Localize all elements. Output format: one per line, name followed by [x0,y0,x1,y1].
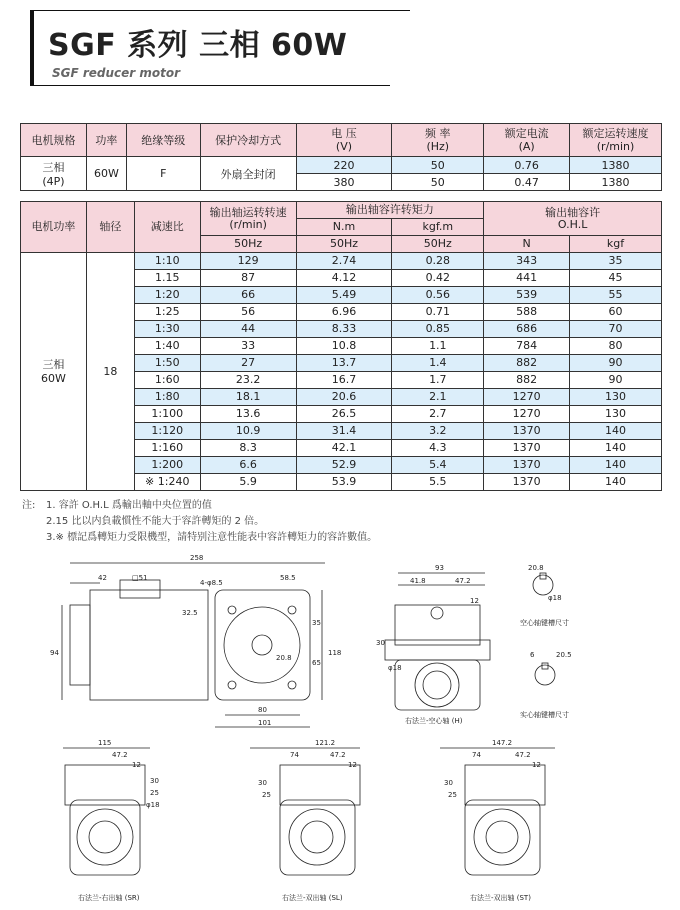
ratio-header-nm: N.m [296,219,392,236]
kgf-cell: 90 [570,355,662,372]
kgfm-cell: 2.7 [392,406,484,423]
speed-cell: 8.3 [200,440,296,457]
dim-label: 12 [348,761,357,769]
dim-label: 12 [132,761,141,769]
nm-cell: 26.5 [296,406,392,423]
spec-speed-cell: 1380 [570,174,662,191]
kgfm-cell: 0.42 [392,270,484,287]
kgfm-cell: 0.85 [392,321,484,338]
speed-label: 额定运转速度 [582,127,649,140]
spec-current-cell: 0.76 [484,157,570,174]
dim-label: 35 [312,619,321,627]
spec-voltage-cell: 380 [296,174,392,191]
note-3 [22,530,377,546]
n-cell: 1270 [484,406,570,423]
nm-cell: 2.74 [296,253,392,270]
spec-model-line2: (4P) [42,175,65,188]
speed-cell: 6.6 [200,457,296,474]
kgf-cell: 45 [570,270,662,287]
ratio-cell: 1:60 [134,372,200,389]
dim-label: 94 [50,649,59,657]
caption-right-hollow: 右法兰-空心轴 (H) [405,717,463,725]
speed-cell: 10.9 [200,423,296,440]
nm-cell: 42.1 [296,440,392,457]
table-row [21,157,662,174]
dim-label: 47.2 [112,751,128,759]
ratio-header-hz3: 50Hz [392,236,484,253]
side-hole [431,607,443,619]
ratio-header-torque: 输出轴容许转矩力 [296,202,484,219]
gear-circle [224,607,300,683]
n-cell: 882 [484,372,570,389]
nm-cell: 4.12 [296,270,392,287]
n-cell: 1370 [484,457,570,474]
nm-cell: 52.9 [296,457,392,474]
shaft-hole [252,635,272,655]
sl-body [280,800,355,875]
fan-cover [70,605,90,685]
ratio-motor-line1: 三相 [42,357,65,371]
sl-fan [289,809,345,865]
ratio-table [20,201,662,491]
ratio-cell: 1:120 [134,423,200,440]
dim-label: φ18 [548,594,562,602]
kgf-cell: 80 [570,338,662,355]
speed-unit: (r/min) [596,140,635,153]
spec-frequency-cell: 50 [392,174,484,191]
n-cell: 441 [484,270,570,287]
dim-label: 258 [190,554,204,562]
bolt-hole [228,681,236,689]
current-unit: (A) [518,140,535,153]
dim-label: 12 [470,597,479,605]
n-cell: 1370 [484,474,570,491]
ratio-ohl-label: 输出轴容许 [545,205,601,219]
note-2 [22,514,377,530]
side-bottom [395,660,480,710]
spec-header-row [21,124,662,157]
dim-label: 32.5 [182,609,198,617]
dim-label: 74 [290,751,299,759]
speed-cell: 87 [200,270,296,287]
dim-label: 30 [376,639,385,647]
nm-cell: 16.7 [296,372,392,389]
terminal-box [120,580,160,598]
frequency-unit: (Hz) [426,140,450,153]
n-cell: 784 [484,338,570,355]
ratio-cell: 1:10 [134,253,200,270]
speed-cell: 129 [200,253,296,270]
spec-table [20,123,662,191]
ratio-speed-unit: (r/min) [229,217,267,231]
bolt-hole [288,681,296,689]
n-cell: 686 [484,321,570,338]
dim-label: 6 [530,651,535,659]
n-cell: 882 [484,355,570,372]
bolt-hole [288,606,296,614]
dim-label: 25 [150,789,159,797]
solid-key-circle [535,665,555,685]
voltage-label: 电 压 [331,127,357,140]
kgf-cell: 55 [570,287,662,304]
dim-label: 41.8 [410,577,426,585]
speed-cell: 27 [200,355,296,372]
main-view [62,563,325,727]
st-fan [474,809,530,865]
ratio-speed-label: 输出轴运转转速 [209,205,287,219]
ratio-header-shaft: 轴径 [86,202,134,253]
nm-cell: 53.9 [296,474,392,491]
ratio-header-power: 电机功率 [21,202,87,253]
ratio-header-n: N [484,236,570,253]
st-body [465,800,540,875]
dim-label: 30 [150,777,159,785]
n-cell: 539 [484,287,570,304]
dim-label: 20.5 [556,651,572,659]
note-3-text: 3.※ 標記爲轉矩力受限機型，請特别注意性能表中容許轉矩力的容許數值。 [46,532,378,543]
kgfm-cell: 0.56 [392,287,484,304]
ratio-header-kgf: kgf [570,236,662,253]
spec-header-cooling: 保护冷却方式 [200,124,296,157]
spec-current-cell: 0.47 [484,174,570,191]
dim-label: 25 [448,791,457,799]
sr-top [65,765,145,805]
dim-label: 58.5 [280,574,296,582]
ratio-shaft-cell: 18 [86,253,134,491]
side-mid [385,640,490,660]
note-2-text: 2.15 比以内負載慣性不能大于容許轉矩的 2 倍。 [46,516,265,527]
sr-body [70,800,140,875]
n-cell: 343 [484,253,570,270]
hollow-key-slot [540,573,546,579]
spec-model-line1: 三相 [42,161,65,174]
spec-cooling-cell: 外扇全封闭 [200,157,296,191]
dim-label: 4-φ8.5 [200,579,223,587]
note-1 [22,498,377,514]
ratio-cell: 1:30 [134,321,200,338]
frequency-label: 频 率 [425,127,451,140]
side-top [395,605,480,645]
nm-cell: 6.96 [296,304,392,321]
ratio-ohl-sub: O.H.L [557,217,588,231]
spec-header-voltage [296,124,392,157]
ratio-cell: ※ 1:240 [134,474,200,491]
ratio-cell: 1:80 [134,389,200,406]
fan-grille [415,663,459,707]
kgfm-cell: 1.1 [392,338,484,355]
dim-label: 12 [532,761,541,769]
ratio-header-hz2: 50Hz [296,236,392,253]
notes-label: 注: [22,500,36,511]
kgf-cell: 130 [570,389,662,406]
n-cell: 588 [484,304,570,321]
dim-label: 30 [444,779,453,787]
dim-label: 80 [258,706,267,714]
current-label: 额定电流 [504,127,549,140]
dim-label: 147.2 [492,739,513,747]
kgf-cell: 90 [570,372,662,389]
spec-header-speed [570,124,662,157]
page-title: SGF 系列 三相 60W [48,28,348,63]
sl-top [280,765,360,805]
kgfm-cell: 0.71 [392,304,484,321]
ratio-header-hz1: 50Hz [200,236,296,253]
dim-label: 30 [258,779,267,787]
kgf-cell: 140 [570,474,662,491]
motor-body [90,590,208,700]
nm-cell: 10.8 [296,338,392,355]
solid-key-slot [542,663,548,669]
kgfm-cell: 1.7 [392,372,484,389]
speed-cell: 44 [200,321,296,338]
side-view-h [385,573,490,710]
ratio-cell: 1:50 [134,355,200,372]
spec-model-cell [21,157,87,191]
bolt-hole [228,606,236,614]
ratio-header-ratio: 减速比 [134,202,200,253]
dim-label: 47.2 [330,751,346,759]
kgfm-cell: 3.2 [392,423,484,440]
kgf-cell: 130 [570,406,662,423]
spec-voltage-cell: 220 [296,157,392,174]
caption-right-double: 右法兰-双出轴 (ST) [470,894,531,902]
ratio-motor-line2: 60W [41,371,66,385]
spec-header-insulation: 绝缘等级 [126,124,200,157]
kgf-cell: 140 [570,457,662,474]
nm-cell: 31.4 [296,423,392,440]
note-1-text: 1. 容許 O.H.L 爲輸出軸中央位置的值 [46,500,212,511]
sr-fan [77,809,133,865]
dim-label: φ18 [146,801,160,809]
ratio-table-body [21,253,662,491]
kgfm-cell: 2.1 [392,389,484,406]
dim-label: 20.8 [528,564,544,572]
sl-fan-inner [301,821,333,853]
st-top [465,765,545,805]
dim-label: φ18 [388,664,402,672]
speed-cell: 23.2 [200,372,296,389]
kgfm-cell: 5.4 [392,457,484,474]
dim-label: 74 [472,751,481,759]
dim-label: 118 [328,649,342,657]
ratio-header-row-1 [21,202,662,219]
ratio-header-speed [200,202,296,236]
spec-frequency-cell: 50 [392,157,484,174]
n-cell: 1370 [484,423,570,440]
ratio-cell: 1:25 [134,304,200,321]
ratio-cell: 1:160 [134,440,200,457]
n-cell: 1270 [484,389,570,406]
kgf-cell: 70 [570,321,662,338]
dim-label: 42 [98,574,107,582]
notes [22,498,377,546]
ratio-motor-cell [21,253,87,491]
spec-header-model: 电机规格 [21,124,87,157]
st-fan-inner [486,821,518,853]
header-top-rule [30,10,410,11]
nm-cell: 13.7 [296,355,392,372]
hollow-key-circle [533,575,553,595]
spec-header-power: 功率 [86,124,126,157]
kgf-cell: 140 [570,423,662,440]
ratio-header-ohl [484,202,662,236]
spec-header-frequency [392,124,484,157]
ratio-header-kgfm: kgf.m [392,219,484,236]
ratio-cell: 1:200 [134,457,200,474]
speed-cell: 33 [200,338,296,355]
dim-label: 101 [258,719,272,727]
view-sl [250,748,360,875]
sr-fan-inner [89,821,121,853]
speed-cell: 13.6 [200,406,296,423]
caption-solid-key: 实心轴键槽尺寸 [520,711,569,719]
dim-label: 20.8 [276,654,292,662]
nm-cell: 5.49 [296,287,392,304]
dim-label: 93 [435,564,444,572]
dim-label: □51 [132,574,148,582]
ratio-cell: 1:40 [134,338,200,355]
spec-speed-cell: 1380 [570,157,662,174]
dim-label: 115 [98,739,112,747]
dim-label: 47.2 [455,577,471,585]
kgfm-cell: 0.28 [392,253,484,270]
spec-header-current [484,124,570,157]
voltage-unit: (V) [335,140,353,153]
caption-hollow-key: 空心轴键槽尺寸 [520,619,569,627]
kgf-cell: 60 [570,304,662,321]
caption-right-right: 右法兰-右出轴 (SR) [78,894,140,902]
header-bottom-rule [30,85,390,86]
dim-label: 65 [312,659,321,667]
speed-cell: 66 [200,287,296,304]
spec-power-cell: 60W [86,157,126,191]
kgfm-cell: 1.4 [392,355,484,372]
kgfm-cell: 4.3 [392,440,484,457]
fan-grille-inner [423,671,451,699]
kgf-cell: 140 [570,440,662,457]
dim-label: 121.2 [315,739,336,747]
dim-label: 47.2 [515,751,531,759]
ratio-cell: 1.15 [134,270,200,287]
kgf-cell: 35 [570,253,662,270]
page-subtitle: SGF reducer motor [52,66,181,80]
ratio-cell: 1:20 [134,287,200,304]
table-row [21,253,662,270]
kgfm-cell: 5.5 [392,474,484,491]
spec-insulation-cell: F [126,157,200,191]
nm-cell: 8.33 [296,321,392,338]
speed-cell: 5.9 [200,474,296,491]
key-detail [533,573,555,685]
technical-drawing [0,545,680,910]
speed-cell: 18.1 [200,389,296,406]
dim-label: 25 [262,791,271,799]
speed-cell: 56 [200,304,296,321]
caption-right-left: 右法兰-双出轴 (SL) [282,894,343,902]
n-cell: 1370 [484,440,570,457]
ratio-cell: 1:100 [134,406,200,423]
nm-cell: 20.6 [296,389,392,406]
